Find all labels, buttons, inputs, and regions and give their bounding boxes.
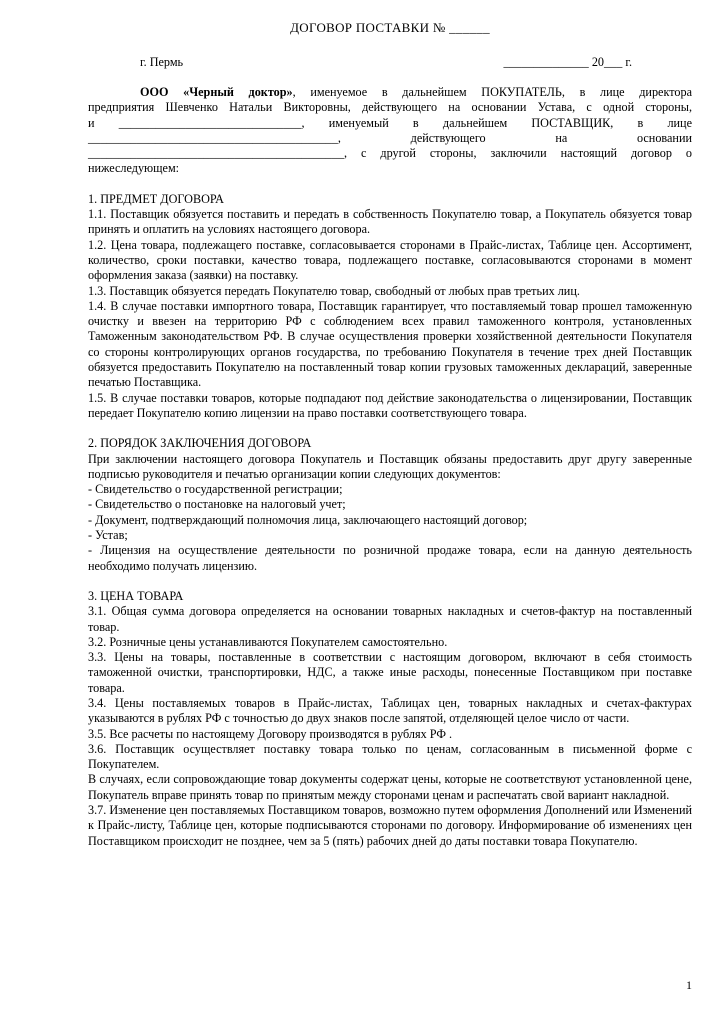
contract-date: ______________ 20___ г.	[503, 55, 632, 69]
list-item: - Устав;	[88, 528, 128, 543]
list-item: - Свидетельство о постановке на налоговый учет;	[88, 497, 346, 512]
spacer	[88, 421, 692, 436]
document-title: ДОГОВОР ПОСТАВКИ № ______	[290, 20, 490, 35]
company-name: ООО «Черный доктор»	[140, 85, 293, 99]
clause: 3.6. Поставщик осуществляет поставку товара только по ценам, согласованным в письменной форме с Покупателем.	[88, 741, 692, 772]
preamble-line: __________________________________________, с другой стороны, заключили настоящий договор о	[88, 146, 692, 161]
preamble-line: предприятия Шевченко Натальи Викторовны, действующего на основании Устава, с одной стороны,	[88, 100, 692, 115]
city: г. Пермь	[140, 55, 184, 69]
clause: 1.1. Поставщик обязуется поставить и передать в собственность Покупателю товар, а Покупатель обязуется товар принять и оплатить на условиях настоящего договора.	[88, 207, 692, 237]
document-body	[88, 85, 692, 849]
clause: 1.3. Поставщик обязуется передать Покупателю товар, свободный от любых прав третьих лиц.	[88, 283, 580, 298]
clause: 1.5. В случае поставки товаров, которые подпадают под действие законодательства о лицензировании, Поставщик передает Покупателю копию лицензии на право поставки соответствующего товара.	[88, 390, 692, 420]
list-item: - Лицензия на осуществление деятельности по розничной продаже товара, если на данную деятельность необходимо получать лицензию.	[88, 543, 692, 573]
clause: 1.4. В случае поставки импортного товара, Поставщик гарантирует, что поставляемый товар прошел таможенную очистку и ввезен на территорию РФ с соблюдением всех правил таможенного контроля, установленных Таможенным законодательством РФ. В случае осуществления проверки хозяйственной деятельности Покупателя со стороны контролирующих органов государства, по требованию Покупателя в течение трех дней Поставщик обязуется предоставить Покупателю на поставленный товар копии грузовых таможенных деклараций, заверенные печатью Поставщика.	[88, 298, 692, 390]
section-title: 3. ЦЕНА ТОВАРА	[88, 588, 184, 603]
document-page	[88, 0, 692, 1024]
preamble-line: и ______________________________, именуемый в дальнейшем ПОСТАВЩИК, в лице	[88, 115, 692, 130]
clause: В случаях, если сопровождающие товар документы содержат цены, которые не соответствуют установленной цене, Покупатель вправе принять товар по принятым между сторонами ценам и распечатать свой вариант накладной.	[88, 772, 692, 802]
list-item: - Документ, подтверждающий полномочия лица, заключающего настоящий договор;	[88, 512, 528, 527]
list-item: - Свидетельство о государственной регистрации;	[88, 482, 343, 497]
preamble-line: _________________________________________, действующего на основании	[88, 130, 692, 145]
clause: 1.2. Цена товара, подлежащего поставке, согласовывается сторонами в Прайс-листах, Таблице цен. Ассортимент, количество, сроки поставки, качество товара, подлежащего поставке, согласовываются сторонами в момент оформления заказа (заявки) на поставку.	[88, 237, 692, 283]
clause: 3.7. Изменение цен поставляемых Поставщиком товаров, возможно путем оформления Дополнений или Изменений к Прайс-листу, Таблице цен, которые подписываются сторонами по договору. Информирование об изменениях цен Поставщиком происходит не позднее, чем за 5 (пять) рабочих дней до даты поставки товара Покупателю.	[88, 803, 692, 848]
clause: 3.4. Цены поставляемых товаров в Прайс-листах, Таблицах цен, товарных накладных и счетах-фактурах указываются в рублях РФ с точностью до двух знаков после запятой, отделяющей целое число от части.	[88, 695, 692, 726]
clause: 3.5. Все расчеты по настоящему Договору производятся в рублях РФ .	[88, 726, 453, 741]
spacer	[88, 574, 692, 589]
clause: 3.3. Цены на товары, поставленные в соответствии с настоящим договором, включают в себя стоимость таможенной очистки, транспортировки, НДС, а также иные расходы, понесенные Поставщиком при поставке товара.	[88, 650, 692, 695]
page-number: 1	[686, 978, 692, 992]
clause: 3.1. Общая сумма договора определяется на основании товарных накладных и счетов-фактур на поставленный товар.	[88, 604, 692, 634]
section-title: 2. ПОРЯДОК ЗАКЛЮЧЕНИЯ ДОГОВОРА	[88, 436, 312, 451]
preamble-line: ООО «Черный доктор», именуемое в дальнейшем ПОКУПАТЕЛЬ, в лице директора	[140, 85, 692, 99]
section-title: 1. ПРЕДМЕТ ДОГОВОРА	[88, 191, 224, 206]
preamble-line: нижеследующем:	[88, 161, 180, 176]
clause: 3.2. Розничные цены устанавливаются Покупателем самостоятельно.	[88, 634, 448, 649]
clause: При заключении настоящего договора Покупатель и Поставщик обязаны предоставить друг другу заверенные подписью руководителя и печатью организации копии следующих документов:	[88, 451, 692, 481]
